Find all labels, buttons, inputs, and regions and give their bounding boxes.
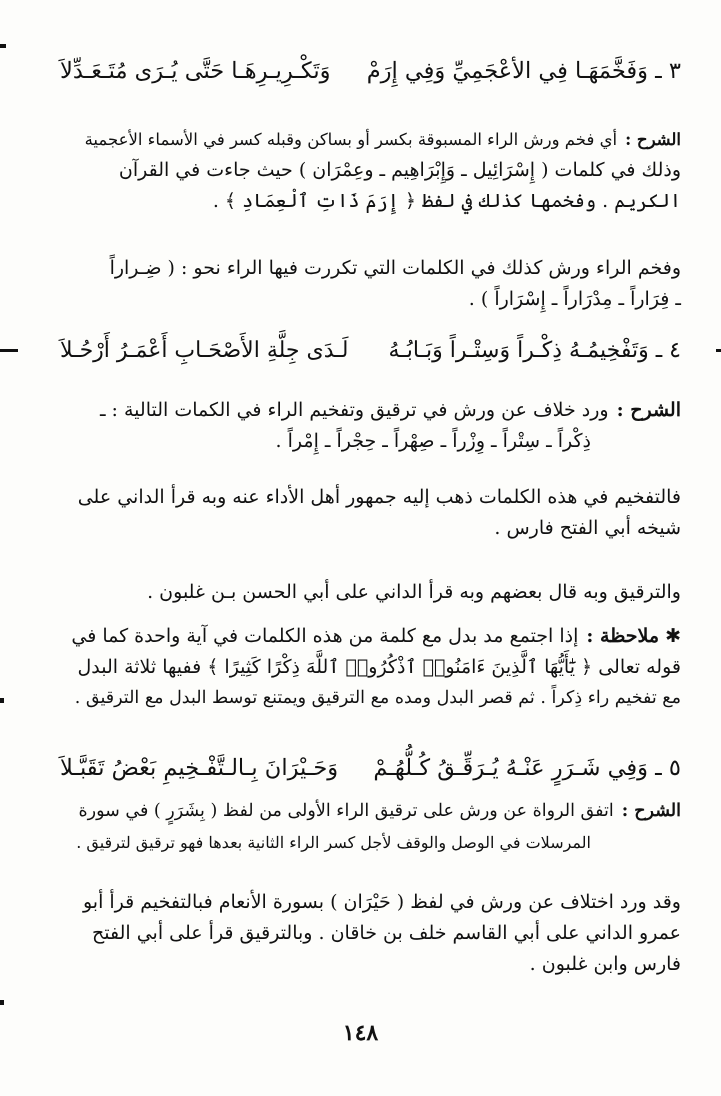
sharh-2 [70, 395, 681, 457]
sharh-1-line-1: أي فخم ورش الراء المسبوقة بكسر أو بساكن وقبله كسر في الأسماء الأعجمية [84, 130, 618, 149]
sharh-label: الشرح : [616, 399, 681, 421]
verse-3-first-hemistich: ٣ ـ وَفَخَّمَهَـا فِي الأعْجَمِيِّ وَفِي إِرَمْ [366, 58, 681, 84]
sharh-3-line-1: اتفق الرواة عن ورش على ترقيق الراء الأولى من لفظ ( بِشَرَرٍ ) في سورة [78, 801, 614, 821]
sharh-1-line-2: وذلك في كلمات ( إِسْرَائِيل ـ وَإِبْرَاهِيم ـ وعِمْرَان ) حيث جاءت في القرآن [118, 159, 681, 181]
note-block [70, 621, 681, 714]
paragraph-dani [70, 482, 681, 544]
paragraph-tarqiq [70, 577, 681, 608]
note-line-1: إذا اجتمع مد بدل مع كلمة من هذه الكلمات في آية واحدة كما في [71, 625, 579, 647]
verse-5-first-hemistich: ٥ ـ وَفِي شَـرَرٍ عَنْـهُ يُـرَقِّـقُ كُـلُّهُـمْ [373, 755, 681, 781]
note-label: ملاحظة : [586, 625, 660, 647]
verse-4-second-hemistich: لَـدَى جِلَّةِ الأَصْحَـابِ أَعْمَـرُ أَرْحُـلاَ [60, 338, 349, 363]
paragraph-line: عمرو الداني على أبي القاسم خلف بن خاقان . وبالترقيق قرأ على أبي الفتح [92, 922, 681, 944]
sharh-label: الشرح : [621, 801, 681, 821]
sharh-1-line-3: الكريم . وفخمها كذلك في لفظ ﴿ إِرَمَ ذَاتِ ٱلْعِمَادِ ﴾ . [212, 190, 681, 212]
sharh-3-line-2: المرسلات في الوصل والوقف لأجل كسر الراء الثانية بعدها فهو ترقيق لترقيق . [76, 833, 591, 852]
sharh-1 [70, 124, 681, 217]
paragraph-line: فالتفخيم في هذه الكلمات ذهب إليه جمهور أهل الأداء عنه وبه قرأ الداني على [77, 486, 681, 508]
scan-mark [0, 698, 4, 703]
paragraph-tafkhim [70, 253, 681, 315]
verse-5 [60, 751, 681, 785]
verse-4 [60, 334, 681, 368]
scan-mark [0, 44, 6, 48]
verse-3-second-hemistich: وَتَكْـرِيـرِهَـا حَتَّى يُـرَى مُتَـعَـدِّلاَ [60, 58, 331, 84]
sharh-2-line-1: ورد خلاف عن ورش في ترقيق وتفخيم الراء في الكمات التالية : ـ [99, 399, 609, 421]
paragraph-line: شيخه أبي الفتح فارس . [494, 517, 681, 539]
scan-mark [716, 349, 721, 352]
verse-3 [60, 54, 681, 88]
paragraph-line: فارس وابن غلبون . [529, 953, 681, 975]
paragraph-line: وقد ورد اختلاف عن ورش في لفظ ( حَيْرَان ) بسورة الأنعام فبالتفخيم قرأ أبو [82, 891, 681, 913]
sharh-label: الشرح : [625, 130, 681, 149]
verse-4-first-hemistich: ٤ ـ وَتَفْخِيمُـهُ ذِكْـراً وَسِتْـراً وَبَـابُـهُ [388, 338, 681, 363]
star-icon: ✱ [665, 625, 681, 647]
note-line-2: قوله تعالى ﴿ يَٰٓأَيُّهَا ٱلَّذِينَ ءَامَنُوا۟ ٱذْكُرُوا۟ ٱللَّهَ ذِكْرًا كَثِيرًا ﴾ ففيها ثلاثة البدل [77, 656, 681, 678]
paragraph-line: وفخم الراء ورش كذلك في الكلمات التي تكررت فيها الراء نحو : ( ضِـراراً [109, 257, 681, 279]
page-number: ١٤٨ [342, 1020, 379, 1046]
sharh-3 [70, 796, 681, 858]
paragraph-hayran [70, 887, 681, 980]
sharh-2-line-2: ذِكْراً ـ سِتْراً ـ وِزْراً ـ صِهْراً ـ حِجْراً ـ إِمْراً . [275, 430, 591, 452]
note-line-3: مع تفخيم راء ذِكراً . ثم قصر البدل ومده مع الترقيق ويمتنع توسط البدل مع الترقيق . [74, 688, 681, 708]
verse-5-second-hemistich: وَحَـيْرَانَ بِـالـتَّفْـخِيمِ بَعْضُ تَقَبَّـلاَ [60, 755, 339, 781]
paragraph-line: ـ فِرَاراً ـ مِدْرَاراً ـ إِسْرَاراً ) . [468, 288, 681, 310]
scan-mark [0, 349, 18, 352]
paragraph-line: والترقيق وبه قال بعضهم وبه قرأ الداني على أبي الحسن بـن غلبون . [147, 581, 681, 603]
scan-mark [0, 1000, 4, 1005]
